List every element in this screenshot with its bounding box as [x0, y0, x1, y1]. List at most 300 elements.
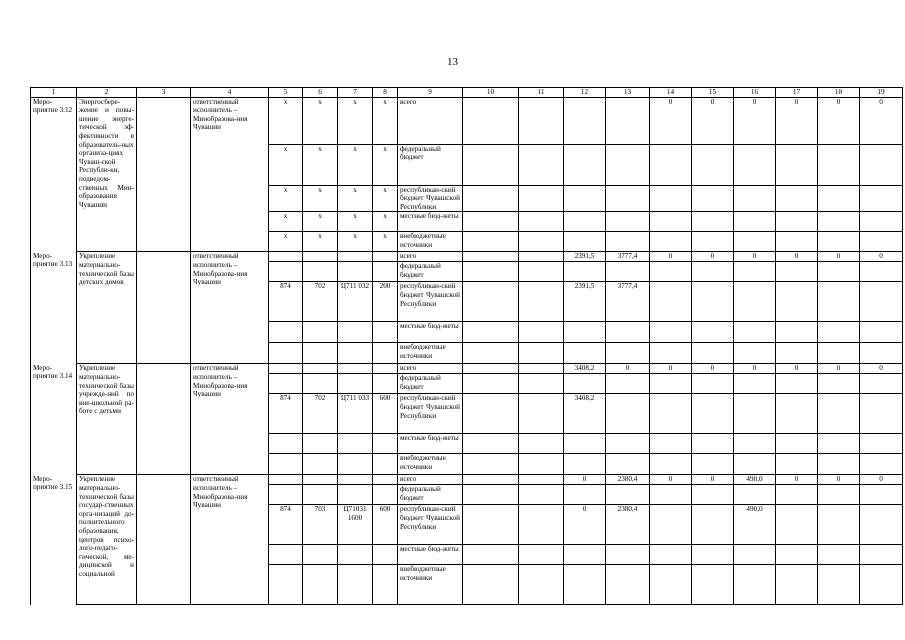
amount-cell-c14: 0	[650, 252, 692, 262]
amount-cell-c16	[734, 144, 776, 185]
amount-cell-c19	[860, 485, 903, 505]
amount-cell-c17	[776, 343, 818, 364]
amount-cell-c18	[818, 212, 860, 232]
empty-col10-cell	[463, 144, 519, 185]
funding-source-cell: республикан-ский бюджет Чувашской Республики	[398, 394, 463, 434]
amount-cell-c12: 2391,5	[564, 252, 606, 262]
funding-source-cell: республикан-ский бюджет Чувашской Республики	[398, 282, 463, 322]
empty-col10-cell	[463, 343, 519, 364]
section-cell	[303, 454, 338, 475]
event-number-cell: Меро-приятие 3.14	[31, 364, 77, 475]
amount-cell-c15: 0	[692, 97, 734, 144]
amount-cell-c18	[818, 343, 860, 364]
amount-cell-c19	[860, 545, 903, 565]
empty-col11-cell	[519, 364, 564, 374]
section-cell: 702	[303, 282, 338, 322]
target-article-cell	[338, 565, 373, 605]
amount-cell-c19	[860, 374, 903, 394]
amount-cell-c18	[818, 485, 860, 505]
amount-cell-c16	[734, 212, 776, 232]
grbs-cell: 874	[269, 282, 303, 322]
empty-col10-cell	[463, 212, 519, 232]
expense-group-cell: x	[373, 144, 398, 185]
empty-col11-cell	[519, 322, 564, 343]
amount-cell-c13: 2380,4	[606, 505, 650, 545]
amount-cell-c16: 0	[734, 252, 776, 262]
grbs-cell: 874	[269, 394, 303, 434]
amount-cell-c14	[650, 434, 692, 454]
empty-col3-cell	[137, 475, 191, 605]
amount-cell-c13	[606, 343, 650, 364]
amount-cell-c16	[734, 394, 776, 434]
empty-col10-cell	[463, 364, 519, 374]
amount-cell-c12	[564, 232, 606, 252]
header-cell-3: 3	[137, 88, 191, 98]
amount-cell-c13	[606, 485, 650, 505]
grbs-cell	[269, 565, 303, 605]
amount-cell-c12	[564, 434, 606, 454]
section-cell: 702	[303, 394, 338, 434]
expense-group-cell: 600	[373, 394, 398, 434]
section-cell	[303, 545, 338, 565]
empty-col11-cell	[519, 212, 564, 232]
amount-cell-c14: 0	[650, 475, 692, 485]
amount-cell-c16	[734, 434, 776, 454]
amount-cell-c15	[692, 282, 734, 322]
amount-cell-c17	[776, 282, 818, 322]
funding-source-cell: местные бюд-жеты	[398, 212, 463, 232]
executor-cell: ответственный исполнитель – Минобразова-ния Чувашии	[191, 364, 269, 475]
amount-cell-c12	[564, 485, 606, 505]
amount-cell-c19	[860, 282, 903, 322]
amount-cell-c13	[606, 262, 650, 282]
header-row	[31, 88, 903, 98]
section-cell	[303, 252, 338, 262]
amount-cell-c17	[776, 505, 818, 545]
amount-cell-c19	[860, 262, 903, 282]
amount-cell-c13	[606, 144, 650, 185]
amount-cell-c17	[776, 434, 818, 454]
amount-cell-c15	[692, 185, 734, 212]
amount-cell-c18	[818, 505, 860, 545]
empty-col3-cell	[137, 364, 191, 475]
funding-source-cell: федеральный бюджет	[398, 262, 463, 282]
empty-col10-cell	[463, 475, 519, 485]
table-row	[31, 97, 903, 144]
expense-group-cell: x	[373, 185, 398, 212]
empty-col11-cell	[519, 144, 564, 185]
amount-cell-c17	[776, 185, 818, 212]
header-cell-4: 4	[191, 88, 269, 98]
amount-cell-c14: 0	[650, 364, 692, 374]
amount-cell-c19	[860, 343, 903, 364]
section-cell: x	[303, 212, 338, 232]
amount-cell-c18	[818, 322, 860, 343]
event-name-cell: Энергосбере-жение и повы-шение энерге-тической эф-фективности в образователь-ных организа-циях Чуваш-ской Республи-ки, подведом-ственных Мин-образования Чувашии	[77, 97, 137, 252]
amount-cell-c13: 2380,4	[606, 475, 650, 485]
amount-cell-c14	[650, 343, 692, 364]
funding-source-cell: федеральный бюджет	[398, 144, 463, 185]
target-article-cell: x	[338, 212, 373, 232]
section-cell	[303, 322, 338, 343]
funding-source-cell: всего	[398, 475, 463, 485]
target-article-cell	[338, 475, 373, 485]
table-row	[31, 252, 903, 262]
amount-cell-c15	[692, 454, 734, 475]
grbs-cell	[269, 252, 303, 262]
amount-cell-c18	[818, 262, 860, 282]
amount-cell-c13	[606, 545, 650, 565]
expense-group-cell	[373, 262, 398, 282]
section-cell	[303, 374, 338, 394]
amount-cell-c12	[564, 545, 606, 565]
empty-col10-cell	[463, 322, 519, 343]
empty-col11-cell	[519, 282, 564, 322]
amount-cell-c15	[692, 232, 734, 252]
amount-cell-c17	[776, 545, 818, 565]
amount-cell-c14	[650, 232, 692, 252]
amount-cell-c12: 3408,2	[564, 394, 606, 434]
amount-cell-c14	[650, 505, 692, 545]
amount-cell-c14	[650, 485, 692, 505]
empty-col11-cell	[519, 454, 564, 475]
amount-cell-c13	[606, 212, 650, 232]
table-row	[31, 475, 903, 485]
amount-cell-c16	[734, 232, 776, 252]
amount-cell-c13	[606, 374, 650, 394]
target-article-cell	[338, 364, 373, 374]
empty-col10-cell	[463, 454, 519, 475]
empty-col10-cell	[463, 97, 519, 144]
amount-cell-c15	[692, 434, 734, 454]
amount-cell-c14	[650, 322, 692, 343]
amount-cell-c17	[776, 394, 818, 434]
executor-cell: ответственный исполнитель – Минобразова-ния Чувашии	[191, 475, 269, 605]
amount-cell-c19	[860, 505, 903, 545]
target-article-cell: x	[338, 185, 373, 212]
header-cell-5: 5	[269, 88, 303, 98]
amount-cell-c15	[692, 374, 734, 394]
table-row	[31, 364, 903, 374]
amount-cell-c16	[734, 322, 776, 343]
target-article-cell	[338, 252, 373, 262]
target-article-cell	[338, 545, 373, 565]
amount-cell-c18: 0	[818, 97, 860, 144]
grbs-cell: x	[269, 232, 303, 252]
expense-group-cell	[373, 565, 398, 605]
header-cell-17: 17	[776, 88, 818, 98]
target-article-cell: Ц711 032	[338, 282, 373, 322]
amount-cell-c12: 0	[564, 505, 606, 545]
amount-cell-c13: 0	[606, 364, 650, 374]
grbs-cell: x	[269, 97, 303, 144]
amount-cell-c13: 3777,4	[606, 252, 650, 262]
target-article-cell	[338, 454, 373, 475]
header-cell-9: 9	[398, 88, 463, 98]
funding-source-cell: местные бюд-жеты	[398, 434, 463, 454]
target-article-cell: Ц711 033	[338, 394, 373, 434]
funding-source-cell: республикан-ский бюджет Чувашской Республики	[398, 185, 463, 212]
expense-group-cell	[373, 475, 398, 485]
event-name-cell: Укрепление материально-технической базы государ-ственных орга-низаций до-полнительного образования, центров психо-лого-педаго-гической, ме-дицинской и социальной	[77, 475, 137, 605]
header-cell-6: 6	[303, 88, 338, 98]
amount-cell-c14	[650, 282, 692, 322]
amount-cell-c15	[692, 565, 734, 605]
event-number-cell: Меро-приятие 3.15	[31, 475, 77, 605]
grbs-cell: x	[269, 185, 303, 212]
amount-cell-c12	[564, 212, 606, 232]
grbs-cell	[269, 545, 303, 565]
empty-col11-cell	[519, 97, 564, 144]
amount-cell-c18	[818, 374, 860, 394]
amount-cell-c19	[860, 232, 903, 252]
header-cell-11: 11	[519, 88, 564, 98]
expense-group-cell: 600	[373, 505, 398, 545]
section-cell: x	[303, 232, 338, 252]
section-cell	[303, 434, 338, 454]
amount-cell-c17	[776, 144, 818, 185]
amount-cell-c19: 0	[860, 475, 903, 485]
amount-cell-c19: 0	[860, 364, 903, 374]
amount-cell-c13	[606, 434, 650, 454]
section-cell: 703	[303, 505, 338, 545]
target-article-cell	[338, 343, 373, 364]
empty-col10-cell	[463, 185, 519, 212]
amount-cell-c17	[776, 565, 818, 605]
amount-cell-c16: 0	[734, 364, 776, 374]
amount-cell-c12	[564, 97, 606, 144]
target-article-cell	[338, 374, 373, 394]
empty-col10-cell	[463, 545, 519, 565]
amount-cell-c13	[606, 394, 650, 434]
section-cell	[303, 262, 338, 282]
funding-source-cell: федеральный бюджет	[398, 374, 463, 394]
amount-cell-c19: 0	[860, 252, 903, 262]
amount-cell-c17: 0	[776, 364, 818, 374]
funding-source-cell: внебюджетные источники	[398, 565, 463, 605]
amount-cell-c18	[818, 394, 860, 434]
header-cell-14: 14	[650, 88, 692, 98]
amount-cell-c15	[692, 394, 734, 434]
amount-cell-c16: 0	[734, 97, 776, 144]
empty-col10-cell	[463, 374, 519, 394]
amount-cell-c12	[564, 565, 606, 605]
amount-cell-c14	[650, 454, 692, 475]
executor-cell: ответственный исполнитель – Минобразова-ния Чувашии	[191, 97, 269, 252]
event-name-cell: Укрепление материально-технической базы учрежде-ний по вне-школьной ра-боте с детьми	[77, 364, 137, 475]
amount-cell-c12	[564, 343, 606, 364]
executor-cell: ответственный исполнитель – Минобразова-ния Чувашии	[191, 252, 269, 364]
expense-group-cell	[373, 485, 398, 505]
amount-cell-c12	[564, 322, 606, 343]
page-number: 13	[447, 56, 458, 68]
header-cell-18: 18	[818, 88, 860, 98]
amount-cell-c19	[860, 144, 903, 185]
grbs-cell: x	[269, 144, 303, 185]
amount-cell-c12	[564, 374, 606, 394]
empty-col3-cell	[137, 97, 191, 252]
funding-source-cell: внебюджетные источники	[398, 343, 463, 364]
empty-col11-cell	[519, 434, 564, 454]
amount-cell-c16: 490,0	[734, 505, 776, 545]
amount-cell-c19	[860, 454, 903, 475]
empty-col10-cell	[463, 485, 519, 505]
expense-group-cell: 200	[373, 282, 398, 322]
expense-group-cell	[373, 434, 398, 454]
event-name-cell: Укрепление материально-технической базы детских домов	[77, 252, 137, 364]
amount-cell-c14	[650, 545, 692, 565]
expense-group-cell: x	[373, 212, 398, 232]
amount-cell-c18	[818, 434, 860, 454]
target-article-cell: Ц71031 1600	[338, 505, 373, 545]
header-cell-15: 15	[692, 88, 734, 98]
amount-cell-c17: 0	[776, 475, 818, 485]
empty-col11-cell	[519, 485, 564, 505]
empty-col11-cell	[519, 232, 564, 252]
amount-cell-c15	[692, 343, 734, 364]
empty-col3-cell	[137, 252, 191, 364]
expense-group-cell	[373, 322, 398, 343]
amount-cell-c13: 3777,4	[606, 282, 650, 322]
amount-cell-c12	[564, 454, 606, 475]
amount-cell-c19	[860, 565, 903, 605]
target-article-cell	[338, 322, 373, 343]
amount-cell-c16	[734, 282, 776, 322]
target-article-cell: x	[338, 97, 373, 144]
empty-col11-cell	[519, 545, 564, 565]
empty-col11-cell	[519, 505, 564, 545]
expense-group-cell: x	[373, 97, 398, 144]
amount-cell-c16	[734, 565, 776, 605]
amount-cell-c16	[734, 454, 776, 475]
header-cell-8: 8	[373, 88, 398, 98]
empty-col10-cell	[463, 282, 519, 322]
amount-cell-c12: 3408,2	[564, 364, 606, 374]
target-article-cell	[338, 485, 373, 505]
amount-cell-c13	[606, 454, 650, 475]
amount-cell-c12	[564, 262, 606, 282]
grbs-cell	[269, 454, 303, 475]
header-cell-1: 1	[31, 88, 77, 98]
funding-source-cell: федеральный бюджет	[398, 485, 463, 505]
header-cell-19: 19	[860, 88, 903, 98]
expense-group-cell	[373, 374, 398, 394]
amount-cell-c17	[776, 262, 818, 282]
header-cell-16: 16	[734, 88, 776, 98]
funding-source-cell: республикан-ский бюджет Чувашской Республики	[398, 505, 463, 545]
amount-cell-c16: 490,0	[734, 475, 776, 485]
amount-cell-c15: 0	[692, 475, 734, 485]
amount-cell-c16	[734, 545, 776, 565]
target-article-cell: x	[338, 144, 373, 185]
amount-cell-c18	[818, 454, 860, 475]
event-number-cell: Меро-приятие 3.12	[31, 97, 77, 252]
amount-cell-c15: 0	[692, 252, 734, 262]
amount-cell-c14	[650, 374, 692, 394]
amount-cell-c14	[650, 185, 692, 212]
empty-col11-cell	[519, 475, 564, 485]
amount-cell-c13	[606, 185, 650, 212]
section-cell	[303, 364, 338, 374]
amount-cell-c18	[818, 232, 860, 252]
section-cell	[303, 343, 338, 364]
header-cell-13: 13	[606, 88, 650, 98]
empty-col10-cell	[463, 565, 519, 605]
amount-cell-c14	[650, 212, 692, 232]
empty-col11-cell	[519, 343, 564, 364]
amount-cell-c18	[818, 282, 860, 322]
grbs-cell	[269, 485, 303, 505]
amount-cell-c13	[606, 97, 650, 144]
empty-col11-cell	[519, 565, 564, 605]
amount-cell-c15	[692, 485, 734, 505]
amount-cell-c17	[776, 454, 818, 475]
amount-cell-c19: 0	[860, 97, 903, 144]
grbs-cell: 874	[269, 505, 303, 545]
expense-group-cell: x	[373, 232, 398, 252]
empty-col10-cell	[463, 505, 519, 545]
amount-cell-c13	[606, 322, 650, 343]
funding-source-cell: всего	[398, 252, 463, 262]
empty-col10-cell	[463, 394, 519, 434]
header-cell-10: 10	[463, 88, 519, 98]
grbs-cell	[269, 343, 303, 364]
section-cell: x	[303, 144, 338, 185]
section-cell: x	[303, 97, 338, 144]
empty-col11-cell	[519, 394, 564, 434]
amount-cell-c19	[860, 185, 903, 212]
amount-cell-c14	[650, 144, 692, 185]
empty-col11-cell	[519, 374, 564, 394]
amount-cell-c17	[776, 322, 818, 343]
expense-group-cell	[373, 343, 398, 364]
empty-col10-cell	[463, 232, 519, 252]
amount-cell-c15: 0	[692, 364, 734, 374]
amount-cell-c17	[776, 232, 818, 252]
grbs-cell	[269, 475, 303, 485]
amount-cell-c13	[606, 565, 650, 605]
amount-cell-c14	[650, 394, 692, 434]
amount-cell-c15	[692, 322, 734, 343]
amount-cell-c14	[650, 565, 692, 605]
amount-cell-c15	[692, 505, 734, 545]
amount-cell-c16	[734, 485, 776, 505]
amount-cell-c14	[650, 262, 692, 282]
amount-cell-c18	[818, 565, 860, 605]
empty-col11-cell	[519, 185, 564, 212]
section-cell	[303, 485, 338, 505]
grbs-cell	[269, 364, 303, 374]
amount-cell-c19	[860, 212, 903, 232]
funding-source-cell: внебюджетные источники	[398, 232, 463, 252]
funding-source-cell: всего	[398, 364, 463, 374]
empty-col10-cell	[463, 434, 519, 454]
amount-cell-c18: 0	[818, 475, 860, 485]
section-cell	[303, 565, 338, 605]
expense-group-cell	[373, 545, 398, 565]
expense-group-cell	[373, 364, 398, 374]
expense-group-cell	[373, 454, 398, 475]
amount-cell-c17	[776, 485, 818, 505]
amount-cell-c15	[692, 212, 734, 232]
amount-cell-c12	[564, 144, 606, 185]
expense-group-cell	[373, 252, 398, 262]
amount-cell-c18: 0	[818, 252, 860, 262]
funding-source-cell: местные бюд-жеты	[398, 322, 463, 343]
amount-cell-c18: 0	[818, 364, 860, 374]
amount-cell-c15	[692, 144, 734, 185]
header-cell-2: 2	[77, 88, 137, 98]
